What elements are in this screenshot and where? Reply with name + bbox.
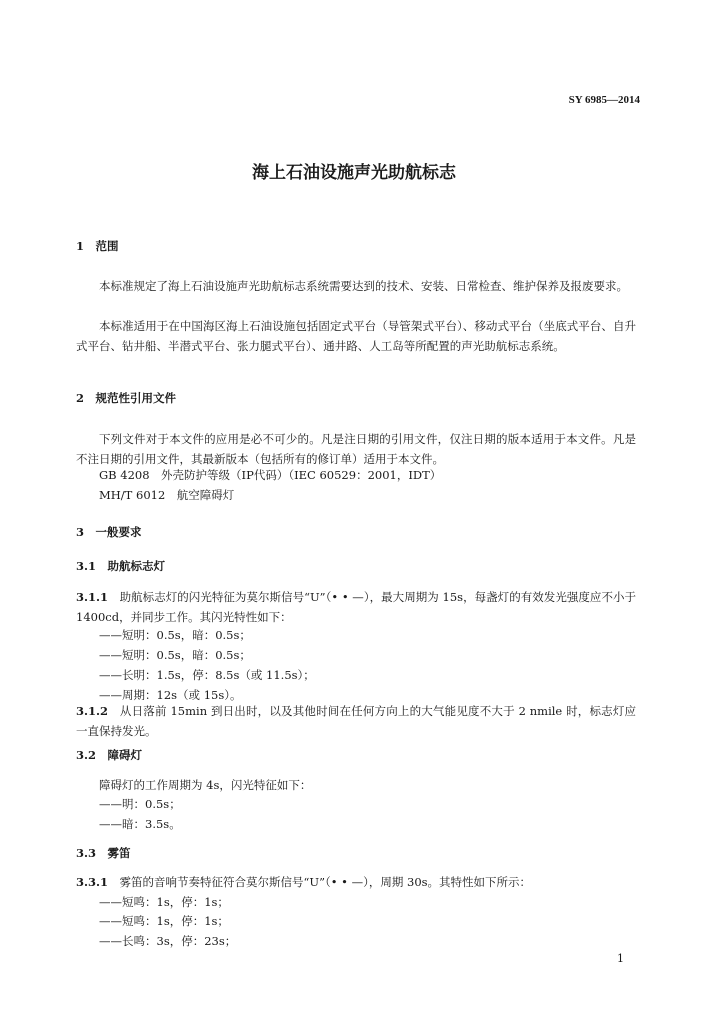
- section-1-paragraph-2: 本标准适用于在中国海区海上石油设施包括固定式平台（导管架式平台）、移动式平台（坐底式平台、自升式平台、钻井船、半潜式平台、张力腿式平台）、通井路、人工岛等所配置的声光助航标志系统。: [76, 319, 636, 353]
- list-item: ——短鸣：1s，停：1s；: [99, 914, 229, 928]
- reference-gb4208: GB 4208 外壳防护等级（IP代码）（IEC 60529：2001，IDT）: [99, 468, 442, 482]
- clause-3-1-1-text: 助航标志灯的闪光特征为莫尔斯信号“U”（• • —），最大周期为 15s，每盏灯的有效发光强度应不小于 1400cd，并同步工作。其闪光特性如下：: [76, 590, 637, 624]
- list-item: ——周期：12s（或 15s）。: [99, 688, 242, 702]
- section-3-3-heading: 3.3 雾笛: [76, 846, 131, 860]
- list-item: ——短鸣：1s，停：1s；: [99, 895, 229, 909]
- obstacle-light-text: 障碍灯的工作周期为 4s，闪光特征如下：: [99, 778, 312, 792]
- clause-3-3-1-text: 雾笛的音响节奏特征符合莫尔斯信号“U”（• • —），周期 30s。其特性如下所示：: [119, 875, 532, 889]
- clause-3-3-1-number: 3.3.1: [76, 875, 109, 889]
- clause-3-1-2-text: 从日落前 15min 到日出时，以及其他时间在任何方向上的大气能见度不大于 2 nmile 时，标志灯应一直保持发光。: [76, 704, 637, 738]
- section-3-heading: 3 一般要求: [76, 525, 142, 539]
- section-2-paragraph: 下列文件对于本文件的应用是必不可少的。凡是注日期的引用文件，仅注日期的版本适用于本文件。凡是不注日期的引用文件，其最新版本（包括所有的修订单）适用于本文件。: [76, 432, 636, 466]
- list-item: ——短明：0.5s，暗：0.5s；: [99, 628, 251, 642]
- clause-3-3-1: [76, 873, 531, 891]
- clause-3-1-2-number: 3.1.2: [76, 704, 109, 718]
- clause-3-1-1-number: 3.1.1: [76, 590, 109, 604]
- section-1-paragraph-1: 本标准规定了海上石油设施声光助航标志系统需要达到的技术、安装、日常检查、维护保养及报废要求。: [99, 279, 628, 293]
- page-number: 1: [617, 952, 624, 965]
- clause-3-1-2: [76, 701, 636, 741]
- list-item: ——短明：0.5s，暗：0.5s；: [99, 648, 251, 662]
- list-item: ——长鸣：3s，停：23s；: [99, 934, 237, 948]
- section-3-1-heading: 3.1 助航标志灯: [76, 559, 166, 573]
- reference-mht6012: MH/T 6012 航空障碍灯: [99, 488, 235, 502]
- list-item: ——长明：1.5s，停：8.5s（或 11.5s）；: [99, 668, 315, 682]
- standard-code: SY 6985—2014: [568, 94, 640, 106]
- list-item: ——暗：3.5s。: [99, 817, 181, 831]
- section-1-heading: 1 范围: [76, 239, 119, 253]
- list-item: ——明：0.5s；: [99, 797, 181, 811]
- clause-3-1-1: [76, 587, 636, 627]
- document-title: 海上石油设施声光助航标志: [252, 163, 456, 183]
- section-2-heading: 2 规范性引用文件: [76, 391, 177, 405]
- section-3-2-heading: 3.2 障碍灯: [76, 748, 143, 762]
